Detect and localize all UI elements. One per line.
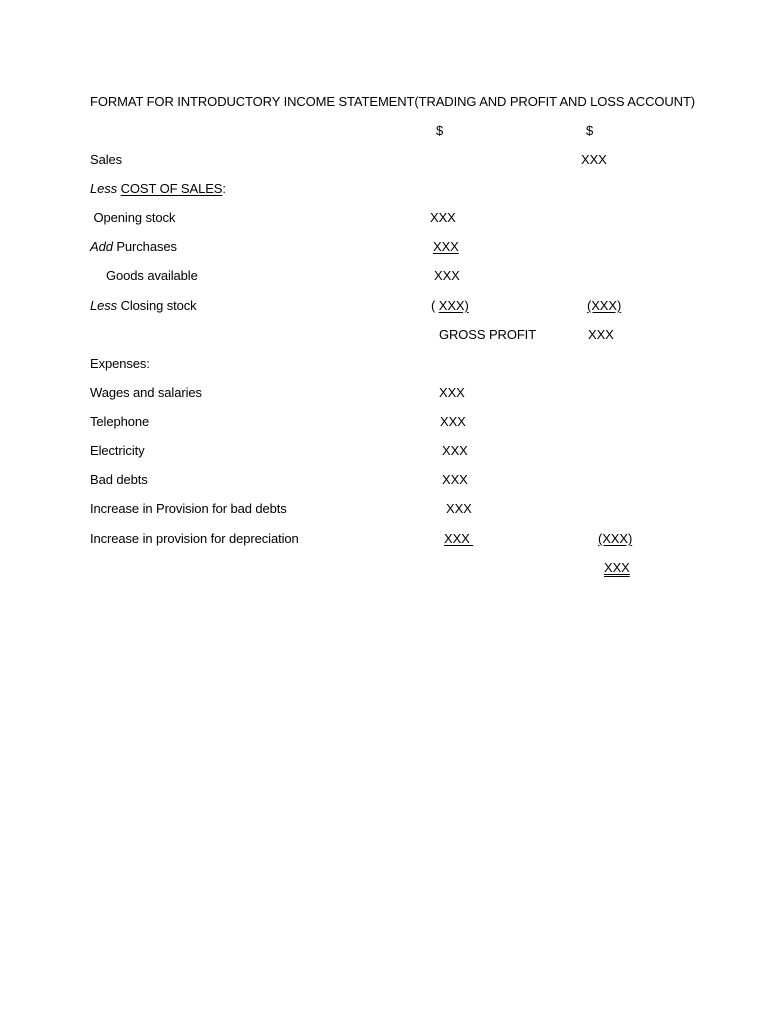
closing-stock-value [431,298,469,314]
provision-depreciation-value: XXX [444,531,474,546]
cost-of-sales-label: COST OF SALES [120,181,223,196]
provision-depreciation-label: Increase in provision for depreciation [90,531,299,546]
telephone-value: XXX [440,414,466,429]
wages-value: XXX [439,385,465,400]
opening-stock-label: Opening stock [90,210,176,225]
goods-available-label: Goods available [106,268,198,283]
provision-bad-debts-value: XXX [446,501,472,516]
purchases-label [90,239,177,255]
closing-stock-text: Closing stock [117,298,197,313]
currency-header-col2: $ [586,123,594,138]
less-prefix: Less [90,181,118,196]
gross-profit-label: GROSS PROFIT [439,327,537,342]
gross-profit-value: XXX [588,327,614,342]
statement-title: FORMAT FOR INTRODUCTORY INCOME STATEMENT(TRADING AND PROFIT AND LOSS ACCOUNT) [90,94,696,109]
cost-of-sales-total: (XXX) [587,298,622,313]
wages-label: Wages and salaries [90,385,202,400]
electricity-value: XXX [442,443,468,458]
opening-stock-value: XXX [430,210,456,225]
bad-debts-value: XXX [442,472,468,487]
net-profit-value: XXX [604,560,630,575]
expenses-heading: Expenses: [90,356,150,371]
closing-stock-amount: XXX) [438,298,469,313]
goods-available-value: XXX [434,268,460,283]
add-prefix: Add [90,239,113,254]
provision-bad-debts-label: Increase in Provision for bad debts [90,501,287,516]
sales-value: XXX [581,152,607,167]
currency-header-col1: $ [436,123,444,138]
sales-label: Sales [90,152,123,167]
closing-stock-open-paren: ( [431,298,439,313]
purchases-text: Purchases [112,239,177,254]
closing-stock-label [90,298,197,314]
bad-debts-label: Bad debts [90,472,148,487]
cost-of-sales-colon: : [222,181,226,196]
purchases-value: XXX [433,239,459,254]
cost-of-sales-heading [90,181,226,197]
less-closing-prefix: Less [90,298,118,313]
telephone-label: Telephone [90,414,150,429]
electricity-label: Electricity [90,443,145,458]
total-expenses-value: (XXX) [598,531,633,546]
